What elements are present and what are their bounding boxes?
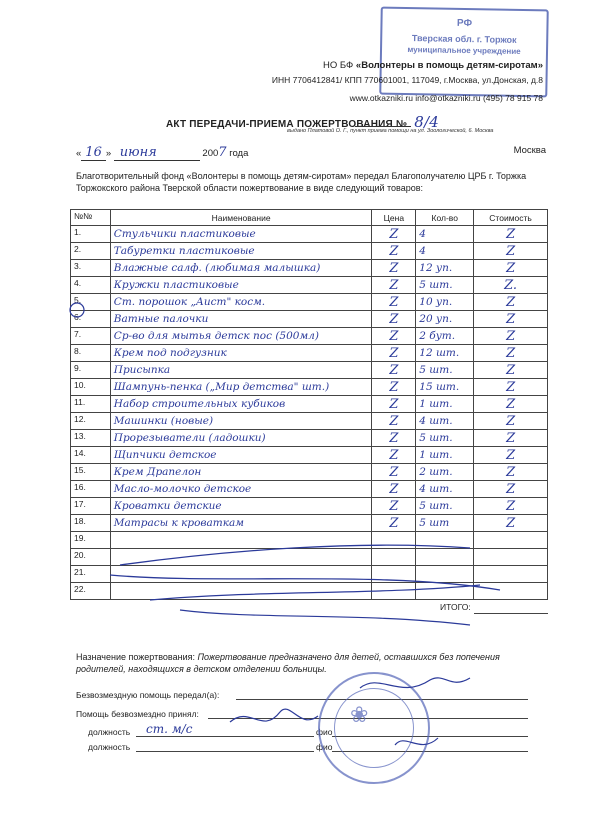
header-name: Наименование	[110, 210, 372, 226]
row-num: 19.	[71, 532, 111, 549]
row-qty: 20 уп.	[416, 311, 474, 328]
round-stamp	[318, 672, 430, 784]
row-cost: Z	[474, 413, 548, 430]
row-num: 21.	[71, 566, 111, 583]
table-row	[71, 515, 548, 532]
header-cost: Стоимость	[474, 210, 548, 226]
row-name: Шампунь-пенка („Мир детства" шт.)	[110, 379, 372, 396]
row-cost: Z	[474, 260, 548, 277]
table-row	[71, 566, 548, 583]
row-price: Z	[372, 294, 416, 311]
row-num: 22.	[71, 583, 111, 600]
row-cost	[474, 532, 548, 549]
row-name: Крем под подгузник	[110, 345, 372, 362]
stamp-line-1: РФ	[456, 17, 473, 30]
row-qty: 5 шт.	[416, 362, 474, 379]
purpose-label: Назначение пожертвования:	[76, 652, 195, 662]
row-price: Z	[372, 226, 416, 243]
row-cost	[474, 549, 548, 566]
row-num: 9.	[71, 362, 111, 379]
table-row	[71, 260, 548, 277]
row-num: 1.	[71, 226, 111, 243]
table-row	[71, 294, 548, 311]
items-table	[70, 209, 548, 614]
signature-1	[230, 709, 318, 722]
date-year-prefix: 200	[202, 148, 219, 159]
date-row	[76, 145, 546, 161]
row-num: 18.	[71, 515, 111, 532]
row-num: 16.	[71, 481, 111, 498]
city: Москва	[513, 145, 546, 156]
table-row	[71, 226, 548, 243]
received-label: Помощь безвозмездно принял:	[76, 709, 199, 719]
row-name	[110, 532, 372, 549]
row-name: Прорезыватели (ладошки)	[110, 430, 372, 447]
row-cost: Z.	[474, 277, 548, 294]
given-label: Безвозмездную помощь передал(а):	[76, 690, 220, 700]
table-header-row	[71, 210, 548, 226]
row-name: Машинки (новые)	[110, 413, 372, 430]
row-price: Z	[372, 481, 416, 498]
row-price: Z	[372, 328, 416, 345]
row-price: Z	[372, 345, 416, 362]
row-qty	[416, 566, 474, 583]
row-name: Щипчики детское	[110, 447, 372, 464]
row-price: Z	[372, 413, 416, 430]
row-qty: 5 шт.	[416, 498, 474, 515]
table-row	[71, 549, 548, 566]
row-name: Матрасы к кроваткам	[110, 515, 372, 532]
date-year-suffix: 7	[218, 145, 227, 160]
row-qty: 2 шт.	[416, 464, 474, 481]
position-line-1	[136, 736, 314, 737]
row-name: Ст. порошок „Аист" косм.	[110, 294, 372, 311]
row-cost: Z	[474, 362, 548, 379]
total-value	[474, 600, 548, 614]
row-qty: 4	[416, 243, 474, 260]
stamp-line-3: муниципальное учреждение	[407, 45, 521, 56]
row-num: 20.	[71, 549, 111, 566]
org-inn: ИНН 7706412841/ КПП 770601001, 117049, г.Москва, ул.Донская, д.8	[271, 75, 543, 85]
row-cost: Z	[474, 328, 548, 345]
row-cost: Z	[474, 515, 548, 532]
position-1-handwritten: ст. м/с	[146, 722, 193, 736]
table-row	[71, 345, 548, 362]
row-cost: Z	[474, 294, 548, 311]
date-open-quote: «	[76, 148, 82, 159]
row-num: 13.	[71, 430, 111, 447]
row-qty: 2 бут.	[416, 328, 474, 345]
table-row	[71, 430, 548, 447]
row-cost: Z	[474, 464, 548, 481]
row-price: Z	[372, 498, 416, 515]
row-price: Z	[372, 396, 416, 413]
table-row	[71, 277, 548, 294]
row-cost: Z	[474, 379, 548, 396]
row-name: Ватные палочки	[110, 311, 372, 328]
date-year-word: года	[229, 148, 249, 159]
purpose-paragraph	[76, 651, 546, 675]
row-name: Набор строительных кубиков	[110, 396, 372, 413]
header-num: №№	[71, 210, 111, 226]
org-header	[272, 60, 543, 104]
row-qty	[416, 532, 474, 549]
row-num: 15.	[71, 464, 111, 481]
row-qty	[416, 549, 474, 566]
row-qty: 5 шт.	[416, 430, 474, 447]
row-price	[372, 583, 416, 600]
row-cost: Z	[474, 430, 548, 447]
row-cost: Z	[474, 226, 548, 243]
row-price: Z	[372, 277, 416, 294]
row-num: 5.	[71, 294, 111, 311]
purpose-text: Пожертвование предназначено для детей, оставшихся без попечения родителей, находящихся в детском отделении больницы.	[76, 652, 500, 674]
row-price: Z	[372, 311, 416, 328]
row-price: Z	[372, 430, 416, 447]
row-num: 10.	[71, 379, 111, 396]
row-num: 7.	[71, 328, 111, 345]
row-qty: 4	[416, 226, 474, 243]
row-price: Z	[372, 362, 416, 379]
table-row	[71, 379, 548, 396]
row-num: 8.	[71, 345, 111, 362]
row-cost: Z	[474, 498, 548, 515]
row-price: Z	[372, 379, 416, 396]
row-cost: Z	[474, 345, 548, 362]
row-num: 17.	[71, 498, 111, 515]
title-text: АКТ ПЕРЕДАЧИ-ПРИЕМА ПОЖЕРТВОВАНИЯ №	[166, 119, 408, 130]
row-qty: 1 шт.	[416, 447, 474, 464]
total-row	[71, 600, 548, 614]
org-prefix: НО БФ	[323, 60, 354, 71]
row-cost: Z	[474, 243, 548, 260]
row-qty: 12 уп.	[416, 260, 474, 277]
stamp-line-2: Тверская обл. г. Торжок	[411, 33, 517, 45]
row-qty: 15 шт.	[416, 379, 474, 396]
table-row	[71, 481, 548, 498]
table-row	[71, 243, 548, 260]
table-row	[71, 498, 548, 515]
row-qty: 12 шт.	[416, 345, 474, 362]
row-price	[372, 566, 416, 583]
row-num: 12.	[71, 413, 111, 430]
round-stamp-inner	[334, 688, 414, 768]
table-row	[71, 464, 548, 481]
table-row	[71, 328, 548, 345]
date-month: июня	[114, 145, 200, 161]
row-qty	[416, 583, 474, 600]
row-name: Кроватки детские	[110, 498, 372, 515]
date-day: 16	[81, 145, 106, 161]
issued-note: выдано Платовой О. Г., пункт приема помощи на ул. Зоологической, 6. Москва	[287, 128, 494, 134]
org-name	[272, 60, 543, 71]
row-name: Стульчики пластиковые	[110, 226, 372, 243]
row-name: Влажные салф. (любимая малышка)	[110, 260, 372, 277]
intro-paragraph: Благотворительный фонд «Волонтеры в помощь детям-сиротам» передал Благополучателю ЦРБ г. Торжка Торжокского района Тверской области пожертвование в виде следующий товаров:	[76, 171, 527, 193]
row-num: 3.	[71, 260, 111, 277]
row-cost: Z	[474, 481, 548, 498]
row-price: Z	[372, 447, 416, 464]
table-row	[71, 447, 548, 464]
fio-label-2: фио	[316, 742, 333, 752]
date-close-quote: »	[105, 148, 112, 159]
row-price: Z	[372, 260, 416, 277]
row-qty: 4 шт.	[416, 413, 474, 430]
row-qty: 5 шт.	[416, 277, 474, 294]
row-cost: Z	[474, 311, 548, 328]
title-underline	[355, 126, 411, 127]
row-num: 6.	[71, 311, 111, 328]
row-num: 2.	[71, 243, 111, 260]
org-web: www.otkazniki.ru info@otkazniki.ru (495) 78 915 78	[349, 93, 543, 103]
row-qty: 5 шт	[416, 515, 474, 532]
row-num: 14.	[71, 447, 111, 464]
row-name: Кружки пластиковые	[110, 277, 372, 294]
table-row	[71, 532, 548, 549]
row-name: Крем Драпелон	[110, 464, 372, 481]
position-label-1: должность	[88, 727, 131, 737]
total-label: ИТОГО:	[440, 601, 471, 612]
row-price	[372, 549, 416, 566]
row-qty: 1 шт.	[416, 396, 474, 413]
row-name: Масло-молочко детское	[110, 481, 372, 498]
row-cost: Z	[474, 447, 548, 464]
act-number: 8/4	[414, 113, 439, 131]
table-row	[71, 362, 548, 379]
org-title: «Волонтеры в помощь детям-сиротам»	[355, 60, 543, 71]
row-cost	[474, 583, 548, 600]
row-price	[372, 532, 416, 549]
row-num: 11.	[71, 396, 111, 413]
header-price: Цена	[372, 210, 416, 226]
row-cost	[474, 566, 548, 583]
row-name	[110, 566, 372, 583]
row-price: Z	[372, 464, 416, 481]
eagle-emblem-icon: ❀	[350, 702, 369, 727]
table-row	[71, 583, 548, 600]
table-row	[71, 311, 548, 328]
position-label-2: должность	[88, 742, 131, 752]
table-row	[71, 413, 548, 430]
row-price: Z	[372, 243, 416, 260]
fio-label-1: фио	[316, 727, 333, 737]
row-num: 4.	[71, 277, 111, 294]
position-line-2	[136, 751, 314, 752]
table-row	[71, 396, 548, 413]
row-qty: 10 уп.	[416, 294, 474, 311]
row-name: Табуретки пластиковые	[110, 243, 372, 260]
row-price: Z	[372, 515, 416, 532]
row-qty: 4 шт.	[416, 481, 474, 498]
row-name: Ср-во для мытья детск пос (500мл)	[110, 328, 372, 345]
row-name: Присыпка	[110, 362, 372, 379]
header-qty: Кол-во	[416, 210, 474, 226]
row-cost: Z	[474, 396, 548, 413]
row-name	[110, 583, 372, 600]
row-name	[110, 549, 372, 566]
